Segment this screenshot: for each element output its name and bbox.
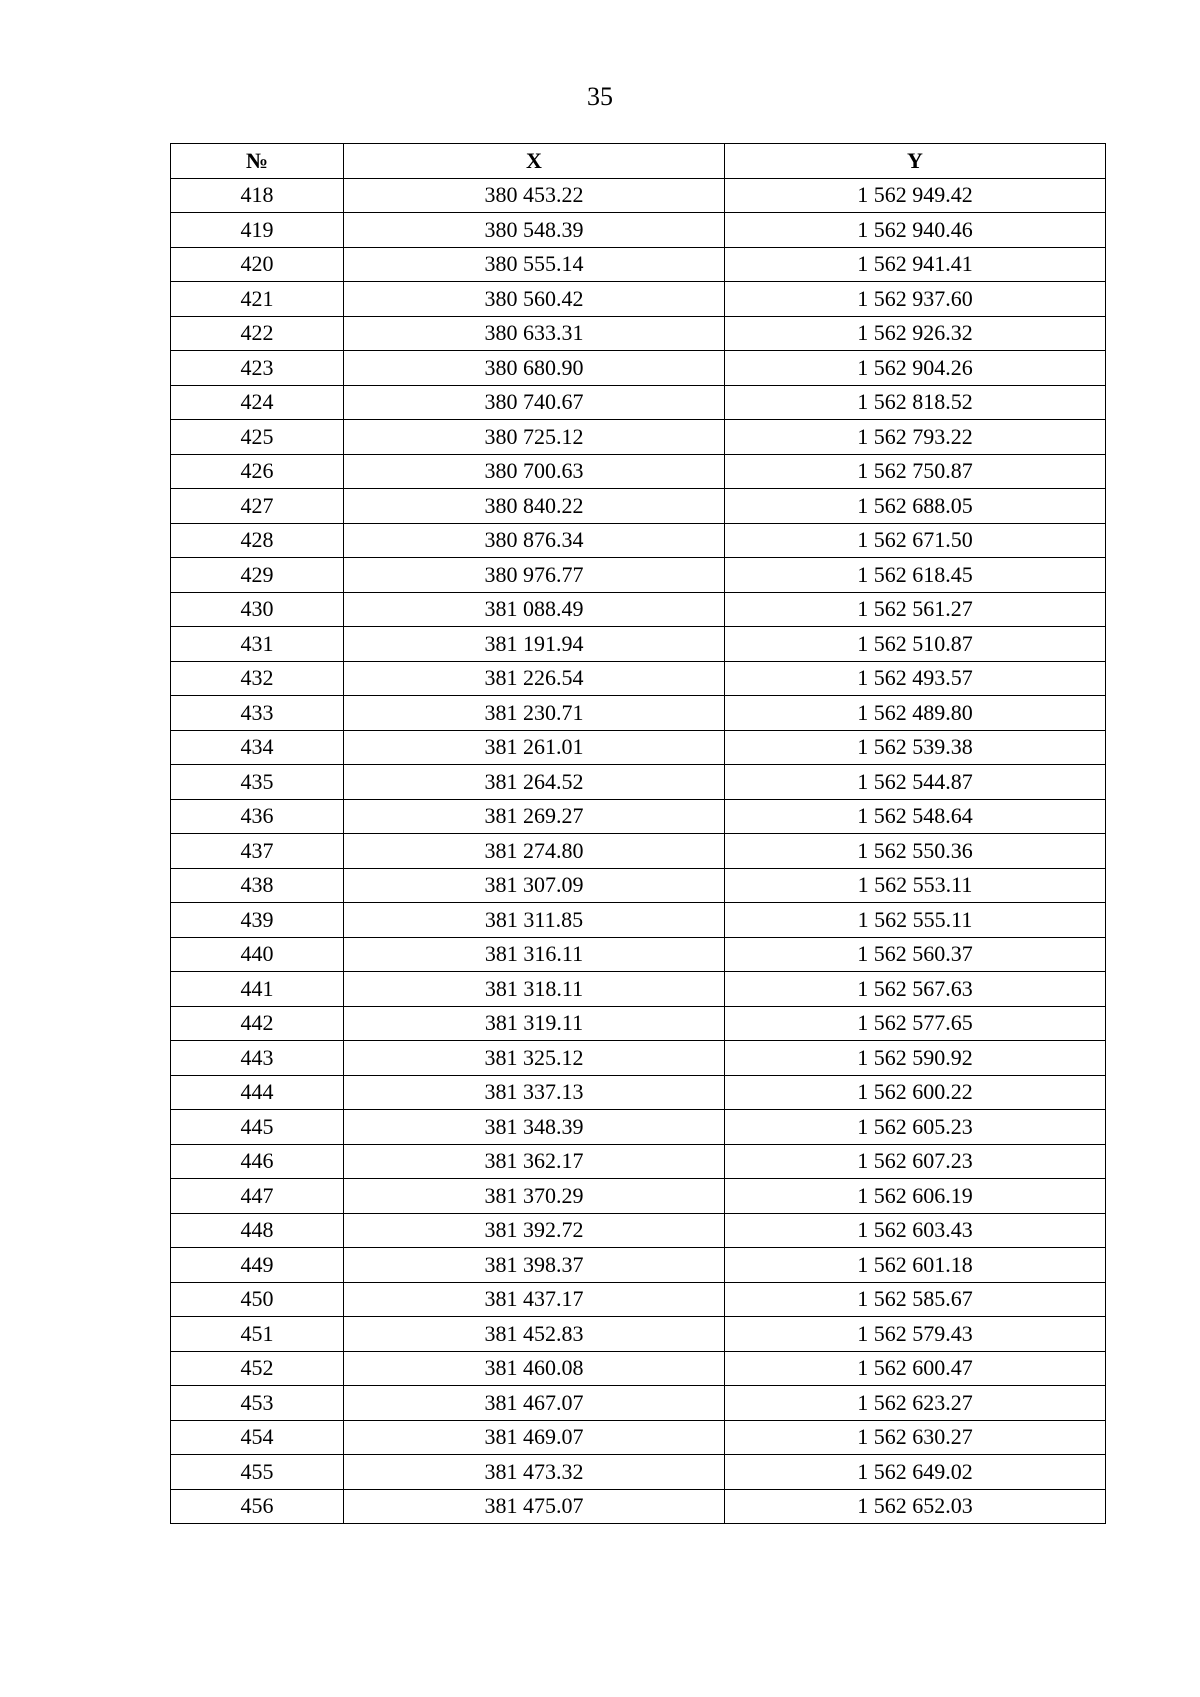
table-row — [171, 834, 1106, 869]
table-row — [171, 1317, 1106, 1352]
y-coordinate-cell: 1 562 561.27 — [725, 592, 1106, 627]
x-coordinate-cell: 381 337.13 — [344, 1075, 725, 1110]
table-header — [171, 144, 1106, 179]
y-coordinate-cell: 1 562 688.05 — [725, 489, 1106, 524]
y-coordinate-cell: 1 562 949.42 — [725, 178, 1106, 213]
point-number-cell: 449 — [171, 1248, 344, 1283]
x-coordinate-cell: 381 467.07 — [344, 1386, 725, 1421]
x-coordinate-cell: 381 437.17 — [344, 1282, 725, 1317]
point-number-cell: 420 — [171, 247, 344, 282]
y-coordinate-cell: 1 562 904.26 — [725, 351, 1106, 386]
x-coordinate-cell: 380 740.67 — [344, 385, 725, 420]
y-coordinate-cell: 1 562 555.11 — [725, 903, 1106, 938]
point-number-cell: 425 — [171, 420, 344, 455]
y-coordinate-cell: 1 562 926.32 — [725, 316, 1106, 351]
y-coordinate-cell: 1 562 579.43 — [725, 1317, 1106, 1352]
y-coordinate-cell: 1 562 605.23 — [725, 1110, 1106, 1145]
table-row — [171, 937, 1106, 972]
table-row — [171, 696, 1106, 731]
y-coordinate-cell: 1 562 649.02 — [725, 1455, 1106, 1490]
point-number-cell: 423 — [171, 351, 344, 386]
x-coordinate-cell: 381 264.52 — [344, 765, 725, 800]
y-coordinate-cell: 1 562 750.87 — [725, 454, 1106, 489]
point-number-cell: 447 — [171, 1179, 344, 1214]
x-coordinate-cell: 381 226.54 — [344, 661, 725, 696]
y-coordinate-cell: 1 562 567.63 — [725, 972, 1106, 1007]
table-row — [171, 592, 1106, 627]
point-number-cell: 419 — [171, 213, 344, 248]
table-row — [171, 1179, 1106, 1214]
y-coordinate-cell: 1 562 553.11 — [725, 868, 1106, 903]
y-coordinate-cell: 1 562 603.43 — [725, 1213, 1106, 1248]
x-coordinate-cell: 381 274.80 — [344, 834, 725, 869]
table-row — [171, 730, 1106, 765]
y-coordinate-cell: 1 562 630.27 — [725, 1420, 1106, 1455]
y-coordinate-cell: 1 562 590.92 — [725, 1041, 1106, 1076]
x-coordinate-cell: 381 325.12 — [344, 1041, 725, 1076]
x-coordinate-cell: 381 370.29 — [344, 1179, 725, 1214]
point-number-cell: 433 — [171, 696, 344, 731]
table-row — [171, 1282, 1106, 1317]
table-row — [171, 1489, 1106, 1524]
x-coordinate-cell: 380 876.34 — [344, 523, 725, 558]
y-coordinate-cell: 1 562 937.60 — [725, 282, 1106, 317]
y-coordinate-cell: 1 562 623.27 — [725, 1386, 1106, 1421]
x-coordinate-cell: 381 319.11 — [344, 1006, 725, 1041]
y-coordinate-cell: 1 562 577.65 — [725, 1006, 1106, 1041]
point-number-cell: 428 — [171, 523, 344, 558]
table-row — [171, 523, 1106, 558]
point-number-cell: 431 — [171, 627, 344, 662]
y-coordinate-cell: 1 562 818.52 — [725, 385, 1106, 420]
point-number-cell: 421 — [171, 282, 344, 317]
table-row — [171, 1006, 1106, 1041]
x-coordinate-cell: 380 840.22 — [344, 489, 725, 524]
header-row — [171, 144, 1106, 179]
x-coordinate-cell: 380 725.12 — [344, 420, 725, 455]
table-row — [171, 868, 1106, 903]
y-coordinate-cell: 1 562 585.67 — [725, 1282, 1106, 1317]
y-coordinate-cell: 1 562 493.57 — [725, 661, 1106, 696]
table-row — [171, 1075, 1106, 1110]
y-coordinate-cell: 1 562 600.22 — [725, 1075, 1106, 1110]
point-number-cell: 441 — [171, 972, 344, 1007]
table-row — [171, 1420, 1106, 1455]
x-coordinate-cell: 381 316.11 — [344, 937, 725, 972]
point-number-cell: 426 — [171, 454, 344, 489]
point-number-cell: 448 — [171, 1213, 344, 1248]
y-coordinate-cell: 1 562 601.18 — [725, 1248, 1106, 1283]
x-coordinate-cell: 380 560.42 — [344, 282, 725, 317]
point-number-cell: 422 — [171, 316, 344, 351]
point-number-cell: 436 — [171, 799, 344, 834]
table-row — [171, 1351, 1106, 1386]
table-row — [171, 558, 1106, 593]
x-coordinate-cell: 380 976.77 — [344, 558, 725, 593]
table-row — [171, 627, 1106, 662]
point-number-cell: 452 — [171, 1351, 344, 1386]
table-row — [171, 799, 1106, 834]
point-number-cell: 427 — [171, 489, 344, 524]
header-x: X — [344, 144, 725, 179]
x-coordinate-cell: 381 469.07 — [344, 1420, 725, 1455]
x-coordinate-cell: 380 555.14 — [344, 247, 725, 282]
point-number-cell: 435 — [171, 765, 344, 800]
y-coordinate-cell: 1 562 539.38 — [725, 730, 1106, 765]
point-number-cell: 418 — [171, 178, 344, 213]
y-coordinate-cell: 1 562 793.22 — [725, 420, 1106, 455]
y-coordinate-cell: 1 562 548.64 — [725, 799, 1106, 834]
x-coordinate-cell: 381 398.37 — [344, 1248, 725, 1283]
table-row — [171, 1144, 1106, 1179]
table-row — [171, 1041, 1106, 1076]
table-row — [171, 420, 1106, 455]
point-number-cell: 456 — [171, 1489, 344, 1524]
table-row — [171, 972, 1106, 1007]
table-row — [171, 661, 1106, 696]
table-row — [171, 765, 1106, 800]
table-row — [171, 1386, 1106, 1421]
point-number-cell: 450 — [171, 1282, 344, 1317]
x-coordinate-cell: 381 311.85 — [344, 903, 725, 938]
point-number-cell: 444 — [171, 1075, 344, 1110]
point-number-cell: 430 — [171, 592, 344, 627]
x-coordinate-cell: 380 548.39 — [344, 213, 725, 248]
x-coordinate-cell: 381 460.08 — [344, 1351, 725, 1386]
point-number-cell: 432 — [171, 661, 344, 696]
point-number-cell: 442 — [171, 1006, 344, 1041]
x-coordinate-cell: 381 318.11 — [344, 972, 725, 1007]
x-coordinate-cell: 381 392.72 — [344, 1213, 725, 1248]
x-coordinate-cell: 381 475.07 — [344, 1489, 725, 1524]
table-row — [171, 247, 1106, 282]
point-number-cell: 439 — [171, 903, 344, 938]
table-row — [171, 903, 1106, 938]
y-coordinate-cell: 1 562 544.87 — [725, 765, 1106, 800]
point-number-cell: 438 — [171, 868, 344, 903]
table-row — [171, 351, 1106, 386]
x-coordinate-cell: 381 473.32 — [344, 1455, 725, 1490]
table-row — [171, 282, 1106, 317]
x-coordinate-cell: 380 700.63 — [344, 454, 725, 489]
y-coordinate-cell: 1 562 618.45 — [725, 558, 1106, 593]
point-number-cell: 451 — [171, 1317, 344, 1352]
point-number-cell: 440 — [171, 937, 344, 972]
y-coordinate-cell: 1 562 940.46 — [725, 213, 1106, 248]
x-coordinate-cell: 381 307.09 — [344, 868, 725, 903]
y-coordinate-cell: 1 562 607.23 — [725, 1144, 1106, 1179]
y-coordinate-cell: 1 562 489.80 — [725, 696, 1106, 731]
point-number-cell: 424 — [171, 385, 344, 420]
x-coordinate-cell: 380 680.90 — [344, 351, 725, 386]
y-coordinate-cell: 1 562 560.37 — [725, 937, 1106, 972]
point-number-cell: 429 — [171, 558, 344, 593]
point-number-cell: 454 — [171, 1420, 344, 1455]
header-number: № — [171, 144, 344, 179]
table-row — [171, 1248, 1106, 1283]
table-row — [171, 1213, 1106, 1248]
point-number-cell: 443 — [171, 1041, 344, 1076]
point-number-cell: 445 — [171, 1110, 344, 1145]
table-row — [171, 316, 1106, 351]
y-coordinate-cell: 1 562 652.03 — [725, 1489, 1106, 1524]
table-body — [171, 178, 1106, 1524]
x-coordinate-cell: 381 230.71 — [344, 696, 725, 731]
table-row — [171, 1455, 1106, 1490]
x-coordinate-cell: 380 453.22 — [344, 178, 725, 213]
y-coordinate-cell: 1 562 606.19 — [725, 1179, 1106, 1214]
y-coordinate-cell: 1 562 941.41 — [725, 247, 1106, 282]
header-y: Y — [725, 144, 1106, 179]
table-row — [171, 213, 1106, 248]
x-coordinate-cell: 381 261.01 — [344, 730, 725, 765]
x-coordinate-cell: 381 362.17 — [344, 1144, 725, 1179]
x-coordinate-cell: 381 348.39 — [344, 1110, 725, 1145]
coordinates-table — [170, 143, 1106, 1524]
point-number-cell: 437 — [171, 834, 344, 869]
y-coordinate-cell: 1 562 671.50 — [725, 523, 1106, 558]
page-number: 35 — [587, 82, 613, 111]
y-coordinate-cell: 1 562 510.87 — [725, 627, 1106, 662]
x-coordinate-cell: 381 191.94 — [344, 627, 725, 662]
x-coordinate-cell: 381 269.27 — [344, 799, 725, 834]
x-coordinate-cell: 381 088.49 — [344, 592, 725, 627]
point-number-cell: 446 — [171, 1144, 344, 1179]
table-row — [171, 385, 1106, 420]
x-coordinate-cell: 381 452.83 — [344, 1317, 725, 1352]
table-row — [171, 489, 1106, 524]
table-row — [171, 1110, 1106, 1145]
x-coordinate-cell: 380 633.31 — [344, 316, 725, 351]
point-number-cell: 453 — [171, 1386, 344, 1421]
y-coordinate-cell: 1 562 600.47 — [725, 1351, 1106, 1386]
point-number-cell: 455 — [171, 1455, 344, 1490]
y-coordinate-cell: 1 562 550.36 — [725, 834, 1106, 869]
table-row — [171, 178, 1106, 213]
table-row — [171, 454, 1106, 489]
point-number-cell: 434 — [171, 730, 344, 765]
